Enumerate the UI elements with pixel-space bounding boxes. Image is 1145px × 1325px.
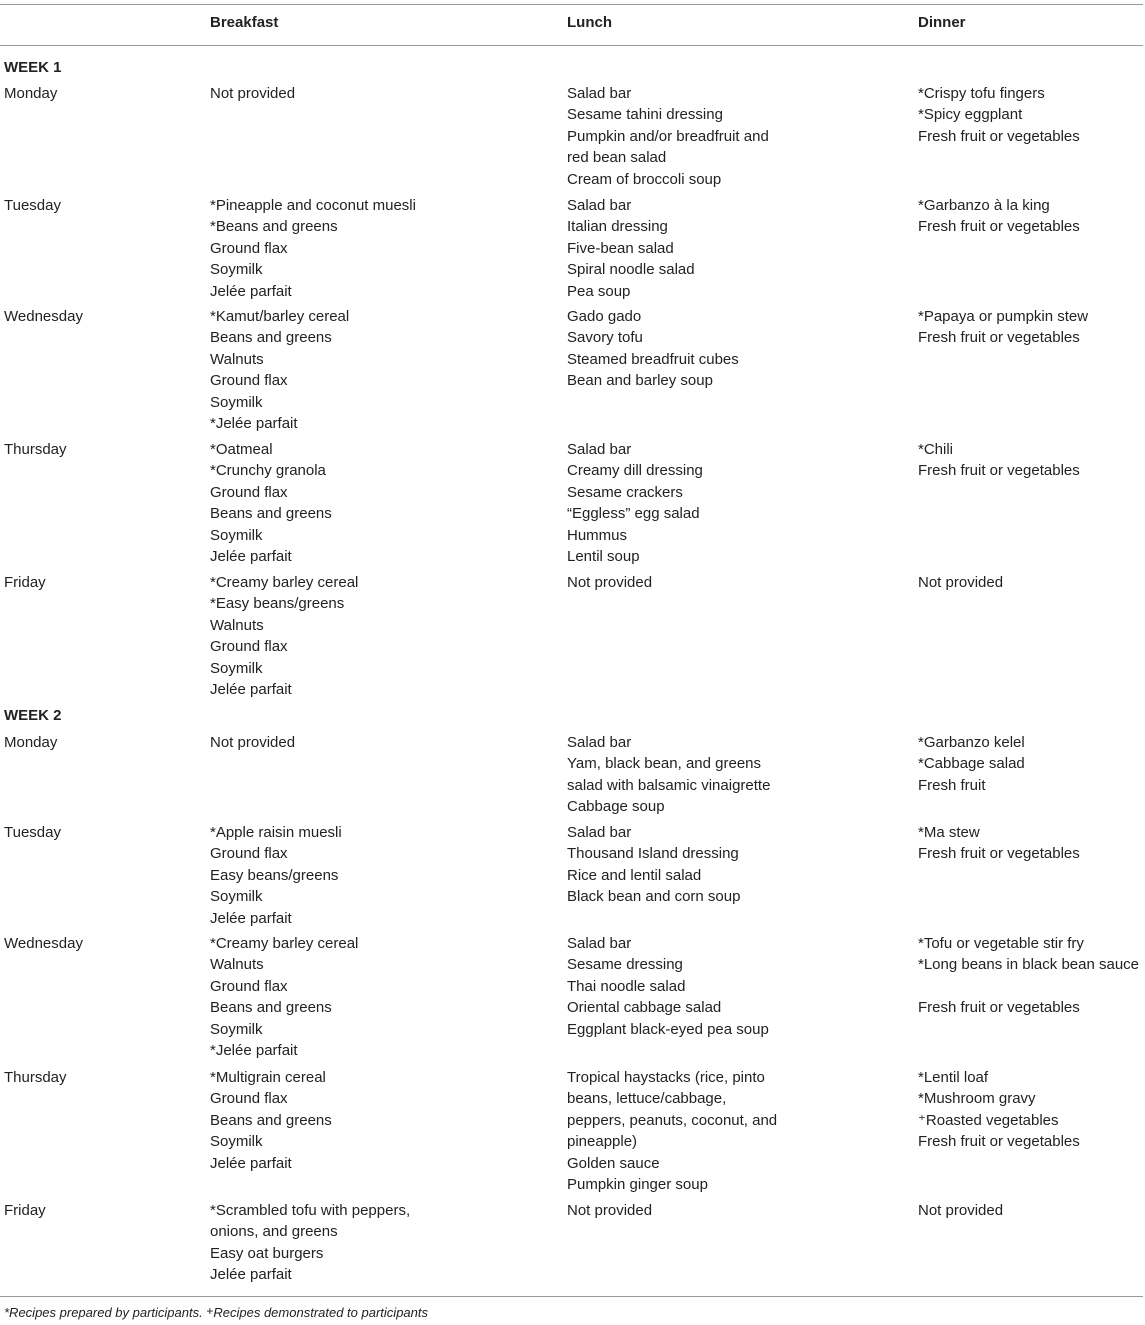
menu-item: Not provided: [918, 574, 1004, 591]
menu-item: Ground flax: [210, 483, 288, 501]
menu-item: Jelée parfait: [210, 1154, 292, 1172]
menu-item: Pumpkin ginger soup: [567, 1176, 708, 1194]
menu-item: Salad bar: [567, 441, 632, 458]
breakfast-cell: [210, 439, 550, 567]
week-label: WEEK 1: [4, 59, 62, 76]
menu-item: Fresh fruit or vegetables: [918, 462, 1080, 480]
menu-item: Soymilk: [210, 1133, 263, 1151]
dinner-cell: [918, 1067, 1145, 1153]
menu-item: Not provided: [567, 1202, 653, 1219]
table-footnote: [4, 1305, 428, 1321]
menu-item: Spiral noodle salad: [567, 261, 695, 279]
menu-item: Fresh fruit or vegetables: [918, 329, 1080, 347]
lunch-cell: [567, 732, 902, 818]
day-cell: Friday: [4, 574, 46, 591]
menu-item: *Chili: [918, 441, 954, 458]
menu-item: *Crunchy granola: [210, 462, 326, 480]
menu-item: *Kamut/barley cereal: [210, 308, 350, 325]
menu-item: Jelée parfait: [210, 909, 292, 927]
table-bottom-rule: [0, 1296, 1143, 1297]
breakfast-cell: [210, 572, 550, 700]
lunch-cell: [567, 933, 902, 1040]
menu-item: Walnuts: [210, 956, 264, 974]
menu-item: *Creamy barley cereal: [210, 574, 359, 591]
menu-item: Salad bar: [567, 824, 632, 841]
menu-item: Savory tofu: [567, 329, 643, 347]
dinner-cell: [918, 195, 1145, 238]
menu-item: Hummus: [567, 526, 628, 544]
menu-item: Sesame crackers: [567, 483, 683, 501]
menu-item: Sesame dressing: [567, 956, 683, 974]
dinner-cell: [918, 439, 1145, 482]
menu-item: Easy oat burgers: [210, 1244, 324, 1262]
lunch-cell: [567, 1067, 902, 1195]
day-cell: Wednesday: [4, 935, 83, 952]
menu-item: Thai noodle salad: [567, 977, 686, 995]
menu-item: Cream of broccoli soup: [567, 170, 722, 188]
day-cell: Monday: [4, 734, 58, 751]
menu-item: Walnuts: [210, 350, 264, 368]
menu-item: *Jelée parfait: [210, 1042, 298, 1060]
menu-item: *Apple raisin muesli: [210, 824, 342, 841]
day-cell: Thursday: [4, 1069, 67, 1086]
menu-item: Cabbage soup: [567, 798, 665, 816]
dinner-cell: [918, 822, 1145, 865]
dinner-cell: [918, 1200, 1145, 1221]
breakfast-cell: [210, 83, 550, 104]
menu-item: Not provided: [918, 1202, 1004, 1219]
header-lunch: Lunch: [567, 14, 612, 31]
header-rule: [0, 45, 1143, 46]
dinner-cell: [918, 572, 1145, 593]
menu-item: Fresh fruit or vegetables: [918, 999, 1080, 1017]
menu-item: Italian dressing: [567, 218, 668, 236]
breakfast-cell: [210, 195, 550, 302]
menu-item: Fresh fruit or vegetables: [918, 1133, 1080, 1151]
menu-item: Jelée parfait: [210, 282, 292, 300]
menu-item: *Lentil loaf: [918, 1069, 989, 1086]
dinner-cell: [918, 83, 1145, 147]
menu-item: *Spicy eggplant: [918, 106, 1023, 124]
menu-item: Walnuts: [210, 616, 264, 634]
menu-item: [918, 976, 1145, 997]
menu-item: Pumpkin and/or breadfruit and: [567, 127, 769, 145]
dinner-cell: [918, 933, 1145, 1019]
menu-item: *Garbanzo kelel: [918, 734, 1025, 751]
menu-item: Fresh fruit or vegetables: [918, 218, 1080, 236]
menu-item: *Multigrain cereal: [210, 1069, 326, 1086]
menu-item: salad with balsamic vinaigrette: [567, 776, 771, 794]
menu-item: Not provided: [567, 574, 653, 591]
breakfast-cell: [210, 933, 550, 1061]
lunch-cell: [567, 822, 902, 908]
lunch-cell: [567, 195, 902, 302]
menu-item: Soymilk: [210, 393, 263, 411]
breakfast-cell: [210, 822, 550, 929]
menu-item: Fresh fruit or vegetables: [918, 127, 1080, 145]
menu-item: *Mushroom gravy: [918, 1090, 1036, 1108]
menu-item: Salad bar: [567, 734, 632, 751]
menu-item: Salad bar: [567, 935, 632, 952]
menu-item: *Scrambled tofu with peppers,: [210, 1202, 411, 1219]
week-label: WEEK 2: [4, 707, 62, 724]
menu-item: Jelée parfait: [210, 1266, 292, 1284]
menu-item: Not provided: [210, 85, 296, 102]
dinner-cell: [918, 306, 1145, 349]
menu-item: Soymilk: [210, 1020, 263, 1038]
menu-item: Ground flax: [210, 845, 288, 863]
menu-item: Salad bar: [567, 197, 632, 214]
menu-item: Beans and greens: [210, 329, 332, 347]
menu-item: Lentil soup: [567, 548, 640, 566]
menu-item: *Tofu or vegetable stir fry: [918, 935, 1084, 952]
menu-item: Golden sauce: [567, 1154, 660, 1172]
menu-item: pineapple): [567, 1133, 638, 1151]
day-cell: Tuesday: [4, 824, 61, 841]
breakfast-cell: [210, 1200, 550, 1286]
menu-item: *Pineapple and coconut muesli: [210, 197, 416, 214]
menu-item: *Papaya or pumpkin stew: [918, 308, 1089, 325]
menu-item: *Garbanzo à la king: [918, 197, 1050, 214]
menu-item: Beans and greens: [210, 1111, 332, 1129]
menu-item: Bean and barley soup: [567, 372, 713, 390]
table-top-rule: [0, 4, 1143, 5]
menu-item: Thousand Island dressing: [567, 845, 739, 863]
plus-mark: +: [206, 1304, 214, 1318]
menu-item: beans, lettuce/cabbage,: [567, 1090, 727, 1108]
menu-item: Yam, black bean, and greens: [567, 755, 762, 773]
day-cell: Wednesday: [4, 308, 83, 325]
menu-item: Soymilk: [210, 888, 263, 906]
menu-item: Ground flax: [210, 977, 288, 995]
menu-item: Soymilk: [210, 261, 263, 279]
menu-item: red bean salad: [567, 149, 667, 167]
menu-item: Tropical haystacks (rice, pinto: [567, 1069, 765, 1086]
menu-item: Soymilk: [210, 526, 263, 544]
footnote-prepared: *Recipes prepared by participants.: [4, 1305, 203, 1320]
menu-item: Salad bar: [567, 85, 632, 102]
footnote-demonstrated: Recipes demonstrated to participants: [213, 1305, 428, 1320]
menu-item: peppers, peanuts, coconut, and: [567, 1111, 778, 1129]
menu-item: *Creamy barley cereal: [210, 935, 359, 952]
menu-item: *Cabbage salad: [918, 755, 1025, 773]
menu-item: Ground flax: [210, 239, 288, 257]
menu-item: *Ma stew: [918, 824, 980, 841]
menu-item: Ground flax: [210, 1090, 288, 1108]
menu-item: *Long beans in black bean sauce: [918, 956, 1140, 974]
breakfast-cell: [210, 1067, 550, 1174]
menu-item: Oriental cabbage salad: [567, 999, 722, 1017]
menu-item: Sesame tahini dressing: [567, 106, 723, 124]
menu-item: Fresh fruit or vegetables: [918, 845, 1080, 863]
menu-item: Creamy dill dressing: [567, 462, 703, 480]
menu-item: Gado gado: [567, 308, 642, 325]
day-cell: Monday: [4, 85, 58, 102]
day-cell: Tuesday: [4, 197, 61, 214]
menu-item: *Easy beans/greens: [210, 595, 345, 613]
menu-item: onions, and greens: [210, 1223, 338, 1241]
lunch-cell: [567, 572, 902, 593]
menu-item: *Oatmeal: [210, 441, 273, 458]
menu-item: Black bean and corn soup: [567, 888, 741, 906]
menu-item: *Beans and greens: [210, 218, 338, 236]
menu-item: *Crispy tofu fingers: [918, 85, 1045, 102]
lunch-cell: [567, 306, 902, 392]
menu-item: Ground flax: [210, 372, 288, 390]
menu-item: Jelée parfait: [210, 681, 292, 699]
lunch-cell: [567, 439, 902, 567]
menu-item: Easy beans/greens: [210, 866, 339, 884]
menu-item: Soymilk: [210, 659, 263, 677]
menu-item: “Eggless” egg salad: [567, 505, 700, 523]
breakfast-cell: [210, 306, 550, 434]
menu-item: Not provided: [210, 734, 296, 751]
day-cell: Thursday: [4, 441, 67, 458]
menu-item: Steamed breadfruit cubes: [567, 350, 739, 368]
breakfast-cell: [210, 732, 550, 753]
menu-item: Pea soup: [567, 282, 631, 300]
menu-item: Jelée parfait: [210, 548, 292, 566]
menu-item: Eggplant black-eyed pea soup: [567, 1020, 769, 1038]
menu-item: *Jelée parfait: [210, 415, 298, 433]
day-cell: Friday: [4, 1202, 46, 1219]
menu-item: ⁺Roasted vegetables: [918, 1111, 1059, 1129]
header-dinner: Dinner: [918, 14, 966, 31]
menu-item: Ground flax: [210, 638, 288, 656]
menu-item: Rice and lentil salad: [567, 866, 702, 884]
dinner-cell: [918, 732, 1145, 796]
header-breakfast: Breakfast: [210, 14, 279, 31]
lunch-cell: [567, 1200, 902, 1221]
lunch-cell: [567, 83, 902, 190]
menu-item: Fresh fruit: [918, 776, 986, 794]
menu-item: Beans and greens: [210, 505, 332, 523]
menu-item: Five-bean salad: [567, 239, 674, 257]
menu-item: Beans and greens: [210, 999, 332, 1017]
